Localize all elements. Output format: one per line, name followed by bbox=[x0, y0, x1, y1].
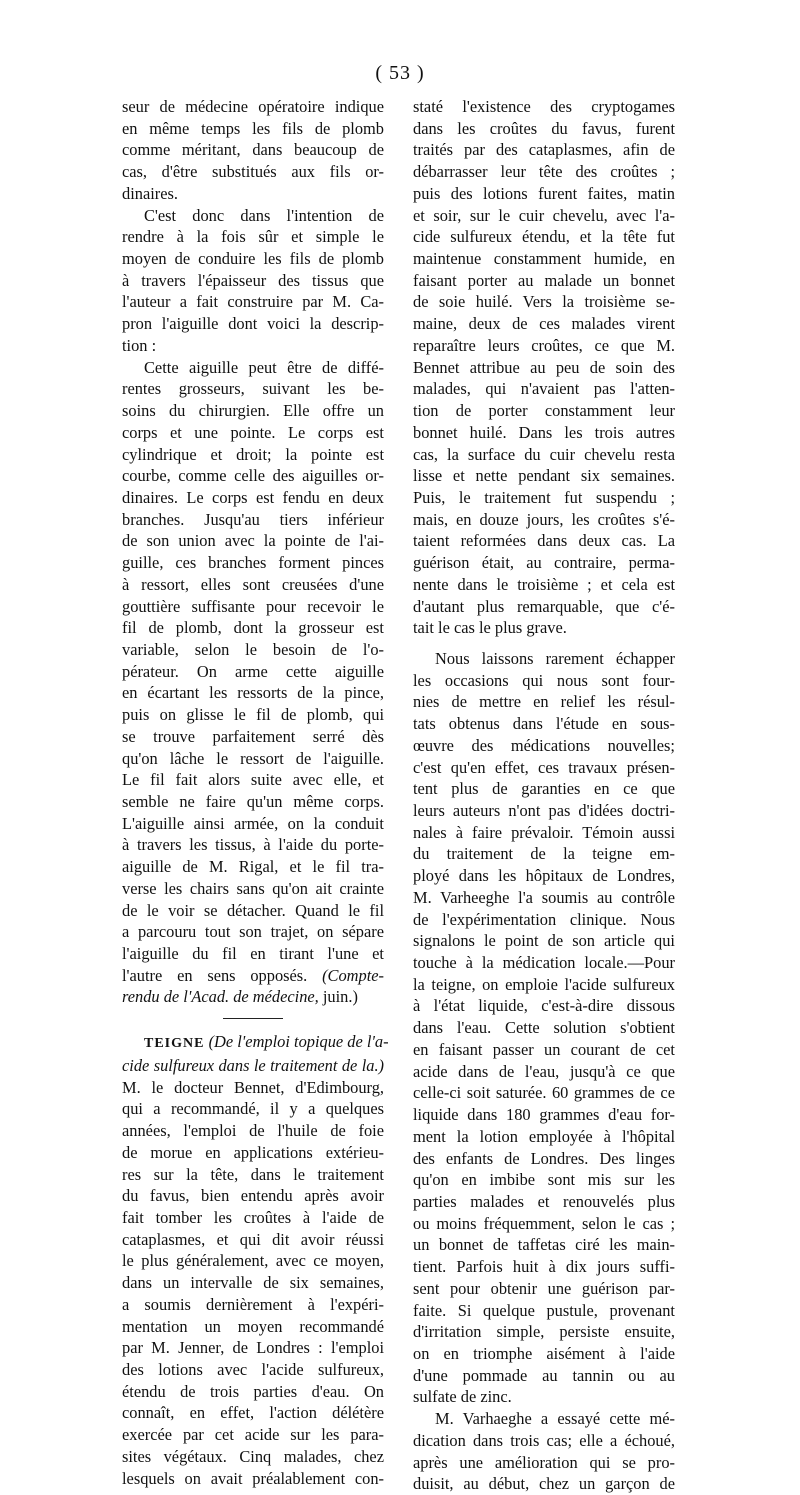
text-line: dans les croûtes du favus, furent bbox=[413, 118, 675, 138]
text-line: verse les chairs sans qu'on ait crainte bbox=[122, 878, 384, 898]
text-line: L'aiguille ainsi armée, on la conduit bbox=[122, 813, 384, 833]
text-line: maine, deux de ces malades virent bbox=[413, 314, 675, 334]
citation-text: (Compte- bbox=[322, 965, 384, 985]
text-line: Cette aiguille peut être de diffé- bbox=[144, 357, 384, 377]
text-line bbox=[122, 965, 384, 987]
text-line: liquide dans 180 grammes d'eau for- bbox=[413, 1105, 675, 1125]
text-line: par M. Jenner, de Londres : l'emploi bbox=[122, 1338, 384, 1358]
text-line: C'est donc dans l'intention de bbox=[144, 205, 384, 225]
heading-line bbox=[122, 1031, 389, 1055]
text-line: du favus, bien entendu après avoir bbox=[122, 1186, 384, 1206]
text-line: étendu de trois parties d'eau. On bbox=[122, 1381, 384, 1401]
text-line: pron l'aiguille dont voici la descrip- bbox=[122, 314, 384, 334]
text-line: à ressort, elles sont creusées d'une bbox=[122, 574, 384, 594]
text-line: comme méritant, dans beaucoup de bbox=[122, 140, 384, 160]
text-line: lisse et nette pendant six semaines. bbox=[413, 466, 675, 486]
text-line: variable, selon le besoin de l'o- bbox=[122, 639, 384, 659]
text-line: des enfants de Londres. Des linges bbox=[413, 1148, 675, 1168]
text-line: corps et une pointe. Le corps est bbox=[122, 422, 384, 442]
text-line: tent plus de garanties en ce que bbox=[413, 779, 675, 799]
paragraph-left-3 bbox=[122, 357, 384, 1009]
text-line: après une amélioration qui se pro- bbox=[413, 1452, 675, 1472]
text-line: soins du chirurgien. Elle offre un bbox=[122, 401, 384, 421]
text-line: tion de porter constamment leur bbox=[413, 401, 675, 421]
text-line: traités par des cataplasmes, afin de bbox=[413, 140, 675, 160]
text-line: faisant porter au malade un bonnet bbox=[413, 270, 675, 290]
paragraph-right-3 bbox=[413, 1408, 675, 1495]
text-line: le plus généralement, avec ce moyen, bbox=[122, 1251, 384, 1271]
paragraph-left-4 bbox=[122, 1077, 384, 1490]
text-line: touche à la médication locale.—Pour bbox=[413, 953, 675, 973]
text-line: dinaires. Le corps est fendu en deux bbox=[122, 487, 384, 507]
text-line: tait le cas le plus grave. bbox=[413, 618, 567, 638]
text-line: fait tomber les croûtes à l'aide de bbox=[122, 1207, 384, 1227]
text-line: dinaires. bbox=[122, 183, 178, 203]
text-line: gouttière suffisante pour recevoir le bbox=[122, 596, 384, 616]
heading-word: TEIGNE bbox=[144, 1036, 205, 1052]
text-line: ployé dans les hôpitaux de Londres, bbox=[413, 866, 675, 886]
text-line: staté l'existence des cryptogames bbox=[413, 97, 675, 116]
text-line: guille, ces branches forment pinces bbox=[122, 553, 384, 573]
text-line: res sur la tête, dans le traitement bbox=[122, 1164, 384, 1184]
paragraph-right-2 bbox=[413, 648, 675, 1408]
paragraph-gap bbox=[413, 639, 675, 648]
text-line: sites végétaux. Cinq malades, chez bbox=[122, 1446, 384, 1466]
text-line: a parcouru tout son trajet, on sépare bbox=[122, 922, 384, 942]
heading-title: cide sulfureux dans le traitement de la.) bbox=[122, 1055, 384, 1075]
text-line: se trouve parfaitement serré dès bbox=[122, 726, 384, 746]
text-line: exercée par cet acide sur les para- bbox=[122, 1425, 384, 1445]
text-line: les occasions qui nous sont four- bbox=[413, 670, 675, 690]
text-line: mentation un moyen recommandé bbox=[122, 1316, 384, 1336]
text-line: d'autant plus remarquable, que c'é- bbox=[413, 596, 675, 616]
text-line: l'auteur a fait construire par M. Ca- bbox=[122, 292, 384, 312]
text-line: en faisant passer un courant de cet bbox=[413, 1039, 675, 1059]
text-line: cas, d'être substitués aux fils or- bbox=[122, 162, 384, 182]
text-line: branches. Jusqu'au tiers inférieur bbox=[122, 509, 384, 529]
text-line: puis on glisse le fil de plomb, qui bbox=[122, 705, 384, 725]
text-line: courbe, comme celle des aiguilles or- bbox=[122, 466, 384, 486]
citation-month: juin.) bbox=[318, 987, 358, 1007]
heading-title: (De l'emploi topique de l'a- bbox=[208, 1032, 389, 1052]
section-divider bbox=[223, 1018, 283, 1019]
paragraph-left-1 bbox=[122, 96, 384, 205]
text-line: qu'on en imbibe sont mis sur les bbox=[413, 1170, 675, 1190]
text-line: malades, qui n'avaient pas l'atten- bbox=[413, 379, 675, 399]
text-line: qui a recommandé, il y a quelques bbox=[122, 1099, 384, 1119]
text-line: rendre à la fois sûr et simple le bbox=[122, 227, 384, 247]
text-line: c'est qu'en effet, ces travaux présen- bbox=[413, 757, 675, 777]
text-line: mais, en douze jours, les croûtes s'é- bbox=[413, 509, 675, 529]
text-line: un bonnet de taffetas ciré les main- bbox=[413, 1235, 675, 1255]
text-line: leurs auteurs n'ont pas d'idées doctri- bbox=[413, 801, 675, 820]
text-line: ou moins fréquemment, selon le cas ; bbox=[413, 1213, 675, 1233]
text-line: d'irritation simple, persiste ensuite, bbox=[413, 1322, 675, 1342]
text-line: œuvre des médications nouvelles; bbox=[413, 735, 675, 755]
text-line: ment la lotion employée à l'hôpital bbox=[413, 1126, 675, 1146]
text-line: et soir, sur le cuir chevelu, avec l'a- bbox=[413, 205, 675, 225]
text-line: sent pour obtenir une guérison par- bbox=[413, 1278, 675, 1298]
text-line: cataplasmes, et qui dit avoir réussi bbox=[122, 1229, 384, 1249]
text-line: l'aiguille du fil en tirant l'une et bbox=[122, 944, 384, 964]
text-line: nies de mettre en relief les résul- bbox=[413, 692, 675, 712]
text-line bbox=[122, 986, 384, 1008]
right-column bbox=[413, 96, 675, 1495]
text-line: a soumis dernièrement à l'expéri- bbox=[122, 1294, 384, 1314]
text-line: à l'état liquide, c'est-à-dire dissous bbox=[413, 996, 675, 1016]
text-line: Le fil fait alors suite avec elle, et bbox=[122, 770, 384, 790]
text-line: celle-ci soit saturée. 60 grammes de ce bbox=[413, 1083, 675, 1103]
text-line: guérison était, au contraire, perma- bbox=[413, 553, 675, 573]
text-line: on en triomphe aisément à l'aide bbox=[413, 1343, 675, 1363]
text-line: de soie huilé. Vers la troisième se- bbox=[413, 292, 675, 312]
paragraph-left-2 bbox=[122, 205, 384, 357]
section-heading bbox=[122, 1031, 389, 1076]
text-line: nente dans le troisième ; et cela est bbox=[413, 574, 675, 594]
text-line: M. Varheeghe l'a soumis au contrôle bbox=[413, 887, 675, 907]
text-line: connaît, en effet, l'action délétère bbox=[122, 1403, 384, 1423]
text-line: d'une pommade au tannin ou au bbox=[413, 1365, 675, 1385]
text-line: en même temps les fils de plomb bbox=[122, 118, 384, 138]
text-line: cas, la surface du cuir chevelu resta bbox=[413, 444, 675, 464]
text-line: taient reformées dans deux cas. La bbox=[413, 531, 675, 551]
text-line: cide sulfureux étendu, et la tête fut bbox=[413, 227, 675, 247]
left-column bbox=[122, 96, 389, 1489]
text-line: aiguille de M. Rigal, et le fil tra- bbox=[122, 857, 384, 877]
text-line: tats obtenus dans l'étude en sous- bbox=[413, 714, 675, 734]
text-line: faite. Si quelque pustule, provenant bbox=[413, 1300, 675, 1320]
text-line: des lotions avec l'acide sulfureux, bbox=[122, 1359, 384, 1379]
text-line: de l'expérimentation clinique. Nous bbox=[413, 909, 675, 929]
text-line: du traitement de la teigne em- bbox=[413, 844, 675, 864]
text-line: semble ne faire qu'un même corps. bbox=[122, 792, 384, 811]
text-line: maintenue constamment humide, en bbox=[413, 249, 675, 269]
text-line: débarrasser leur tête des croûtes ; bbox=[413, 162, 675, 182]
text-line: de le voir se détacher. Quand le fil bbox=[122, 900, 384, 920]
text-line: Bennet attribue au peu de soin des bbox=[413, 357, 675, 377]
text-line: fil de plomb, dont la grosseur est bbox=[122, 618, 384, 638]
text-line: sulfate de zinc. bbox=[413, 1387, 512, 1407]
text-line: tient. Parfois huit à dix jours suffi- bbox=[413, 1257, 675, 1277]
page-number: ( 53 ) bbox=[375, 62, 425, 84]
text-line: acide dans de l'eau, jusqu'à ce que bbox=[413, 1061, 675, 1081]
text-fragment: l'autre en sens opposés. bbox=[122, 965, 308, 985]
text-line: dication dans trois cas; elle a échoué, bbox=[413, 1430, 675, 1450]
text-line: dans un intervalle de six semaines, bbox=[122, 1273, 384, 1293]
text-line: M. Varhaeghe a essayé cette mé- bbox=[435, 1409, 675, 1429]
text-line: Nous laissons rarement échapper bbox=[435, 648, 675, 668]
text-line: bonnet huilé. Dans les trois autres bbox=[413, 422, 675, 442]
text-line: parties malades et renouvelés plus bbox=[413, 1191, 675, 1211]
text-line: rentes grosseurs, suivant les be- bbox=[122, 379, 384, 399]
text-line: dans l'eau. Cette solution s'obtient bbox=[413, 1018, 675, 1038]
text-line: pérateur. On arme cette aiguille bbox=[122, 661, 384, 681]
text-line: en écartant les ressorts de la pince, bbox=[122, 683, 384, 703]
text-line: puis des lotions furent faites, matin bbox=[413, 183, 675, 203]
text-line: de morue en applications extérieu- bbox=[122, 1142, 384, 1162]
text-line: reparaître leurs croûtes, ce que M. bbox=[413, 335, 675, 355]
text-line: Puis, le traitement fut suspendu ; bbox=[413, 487, 675, 507]
text-line: seur de médecine opératoire indique bbox=[122, 97, 384, 116]
text-line: de son union avec la pointe de l'ai- bbox=[122, 531, 384, 551]
text-line: M. le docteur Bennet, d'Edimbourg, bbox=[122, 1077, 384, 1097]
text-line: lesquels on avait préalablement con- bbox=[122, 1468, 384, 1488]
text-line: nales à faire prévaloir. Témoin aussi bbox=[413, 822, 675, 842]
text-line: à travers l'épaisseur des tissus que bbox=[122, 270, 384, 290]
text-line: cylindrique et droit; la pointe est bbox=[122, 444, 384, 464]
citation-text: rendu de l'Acad. de médecine, bbox=[122, 987, 319, 1007]
paragraph-right-1 bbox=[413, 96, 675, 639]
text-line: la teigne, on emploie l'acide sulfureux bbox=[413, 974, 675, 994]
text-line: à travers les tissus, à l'aide du porte- bbox=[122, 835, 384, 855]
text-line: moyen de conduire les fils de plomb bbox=[122, 249, 384, 269]
text-line: duisit, au début, chez un garçon de bbox=[413, 1474, 675, 1494]
text-line: qu'on lâche le ressort de l'aiguille. bbox=[122, 748, 384, 768]
text-line: signalons le point de son article qui bbox=[413, 931, 675, 951]
text-line: tion : bbox=[122, 335, 157, 355]
text-line: années, l'emploi de l'huile de foie bbox=[122, 1121, 384, 1141]
